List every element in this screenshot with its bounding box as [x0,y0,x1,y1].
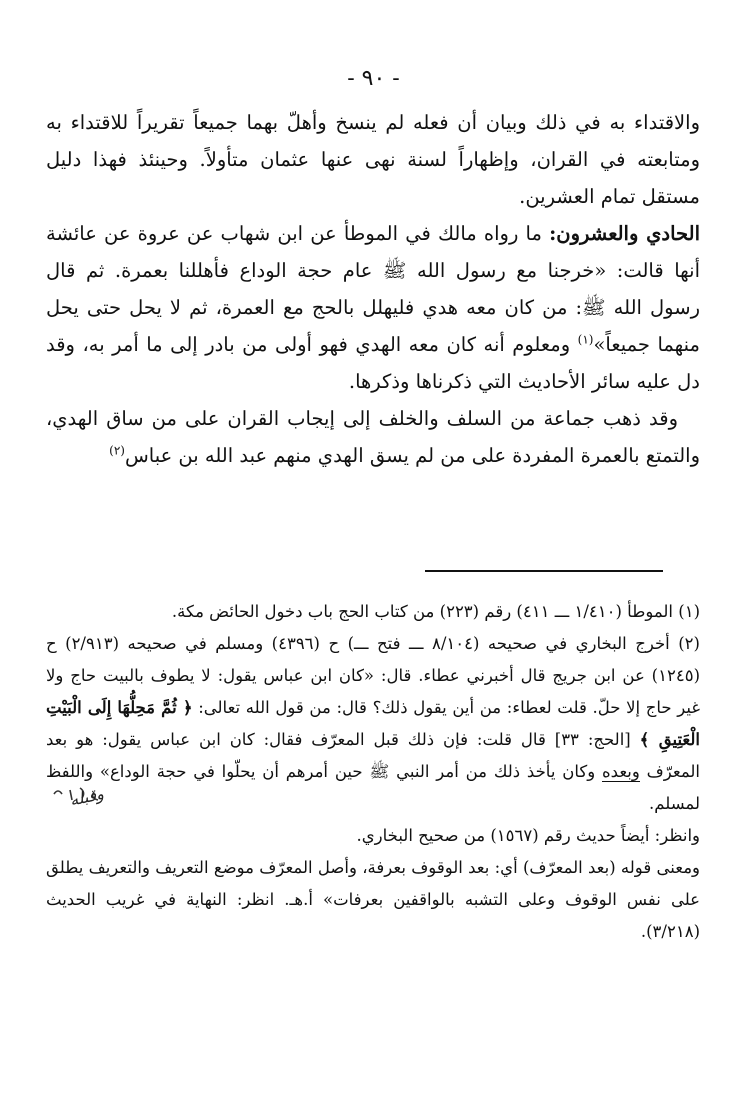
footnote-ref-1: (١) [577,332,594,347]
underlined-word: وبعده [602,762,640,781]
paragraph-2-text: ما رواه مالك في الموطأ عن ابن شهاب عن عروة عن عائشة أنها قالت: «خرجنا مع رسول الله ﷺ عام حجة الوداع فأهللنا بعمرة. ثم قال رسول الله ﷺ: من كان معه هدي فليهلل بالحج مع العمرة، ثم لا يحل حتى يحل منهما جميعاً» [46,222,700,356]
footnote-2-see-also: وانظر: أيضاً حديث رقم (١٥٦٧) من صحيح البخاري. [356,826,700,845]
footnote-1: (١) الموطأ (١/٤١٠ ـــ ٤١١) رقم (٢٢٣) من كتاب الحج باب دخول الحائض مكة. [171,602,700,621]
footnotes [46,596,700,948]
quran-verse: ﴿ ثُمَّ مَحِلُّهَا إِلَى الْبَيْتِ الْعَتِيقِ ﴾ [46,698,701,749]
footnote-2-meaning: ومعنى قوله (بعد المعرّف) أي: بعد الوقوف بعرفة، وأصل المعرّف موضع التعريف والتعريف يطلق على نفس الوقوف وعلى التشبه بالواقفين بعرفات» أ.هـ. انظر: النهاية في غريب الحديث (٣/٢١٨). [46,858,700,941]
footnote-ref-2: (٢) [109,443,125,458]
paragraph-2-lead: الحادي والعشرون: [549,222,700,245]
footnote-2-part-b: [الحج: ٣٣] قال قلت: فإن ذلك قبل المعرّف فقال: كان ابن عباس يقول: هو بعد المعرّف [46,730,700,781]
footnote-divider [425,570,663,572]
page-number: - ٩٠ - [347,66,400,91]
footnote-2-part-c: وكان يأخذ ذلك من أمر النبي ﷺ حين أمرهم أن يحلّوا في حجة الوداع» واللفظ لمسلم. [46,762,700,813]
paragraph-3 [46,400,700,474]
paragraph-2-tail: ومعلوم أنه كان معه الهدي فهو أولى من بادر إلى ما أمر به، وقد دل عليه سائر الأحاديث التي ذكرناها وذكرها. [46,333,700,393]
paragraph-2 [46,215,700,400]
footnote-2 [46,628,700,820]
main-text [46,104,700,474]
paragraph-3-text: وقد ذهب جماعة من السلف والخلف إلى إيجاب القران على من ساق الهدي، والتمتع بالعمرة المفردة على من لم يسق الهدي منهم عبد الله بن عباس [46,407,700,467]
footnote-2-part-a: (٢) أخرج البخاري في صحيحه (٨/١٠٤ ـــ فتح ـــ) ح (٤٣٩٦) ومسلم في صحيحه (٢/٩١٣) ح (١٢٤٥) عن ابن جريج قال أخبرني عطاء. قال: «كان ابن عباس يقول: لا يطوف بالبيت حاج ولا غير حاج إلا حلّ. قلت لعطاء: من أين يقول ذلك؟ قال: من قول الله تعالى: [46,634,700,717]
margin-note-text: وقبله [68,783,106,810]
paragraph-1: والاقتداء به في ذلك وبيان أن فعله لم ينسخ وأهلّ بهما جميعاً تقريراً للاقتداء به ومتابعته في القران، وإظهاراً لسنة نهى عنها عثمان متأولاً. وحينئذ فهذا دليل مستقل تمام العشرين. [46,111,700,208]
